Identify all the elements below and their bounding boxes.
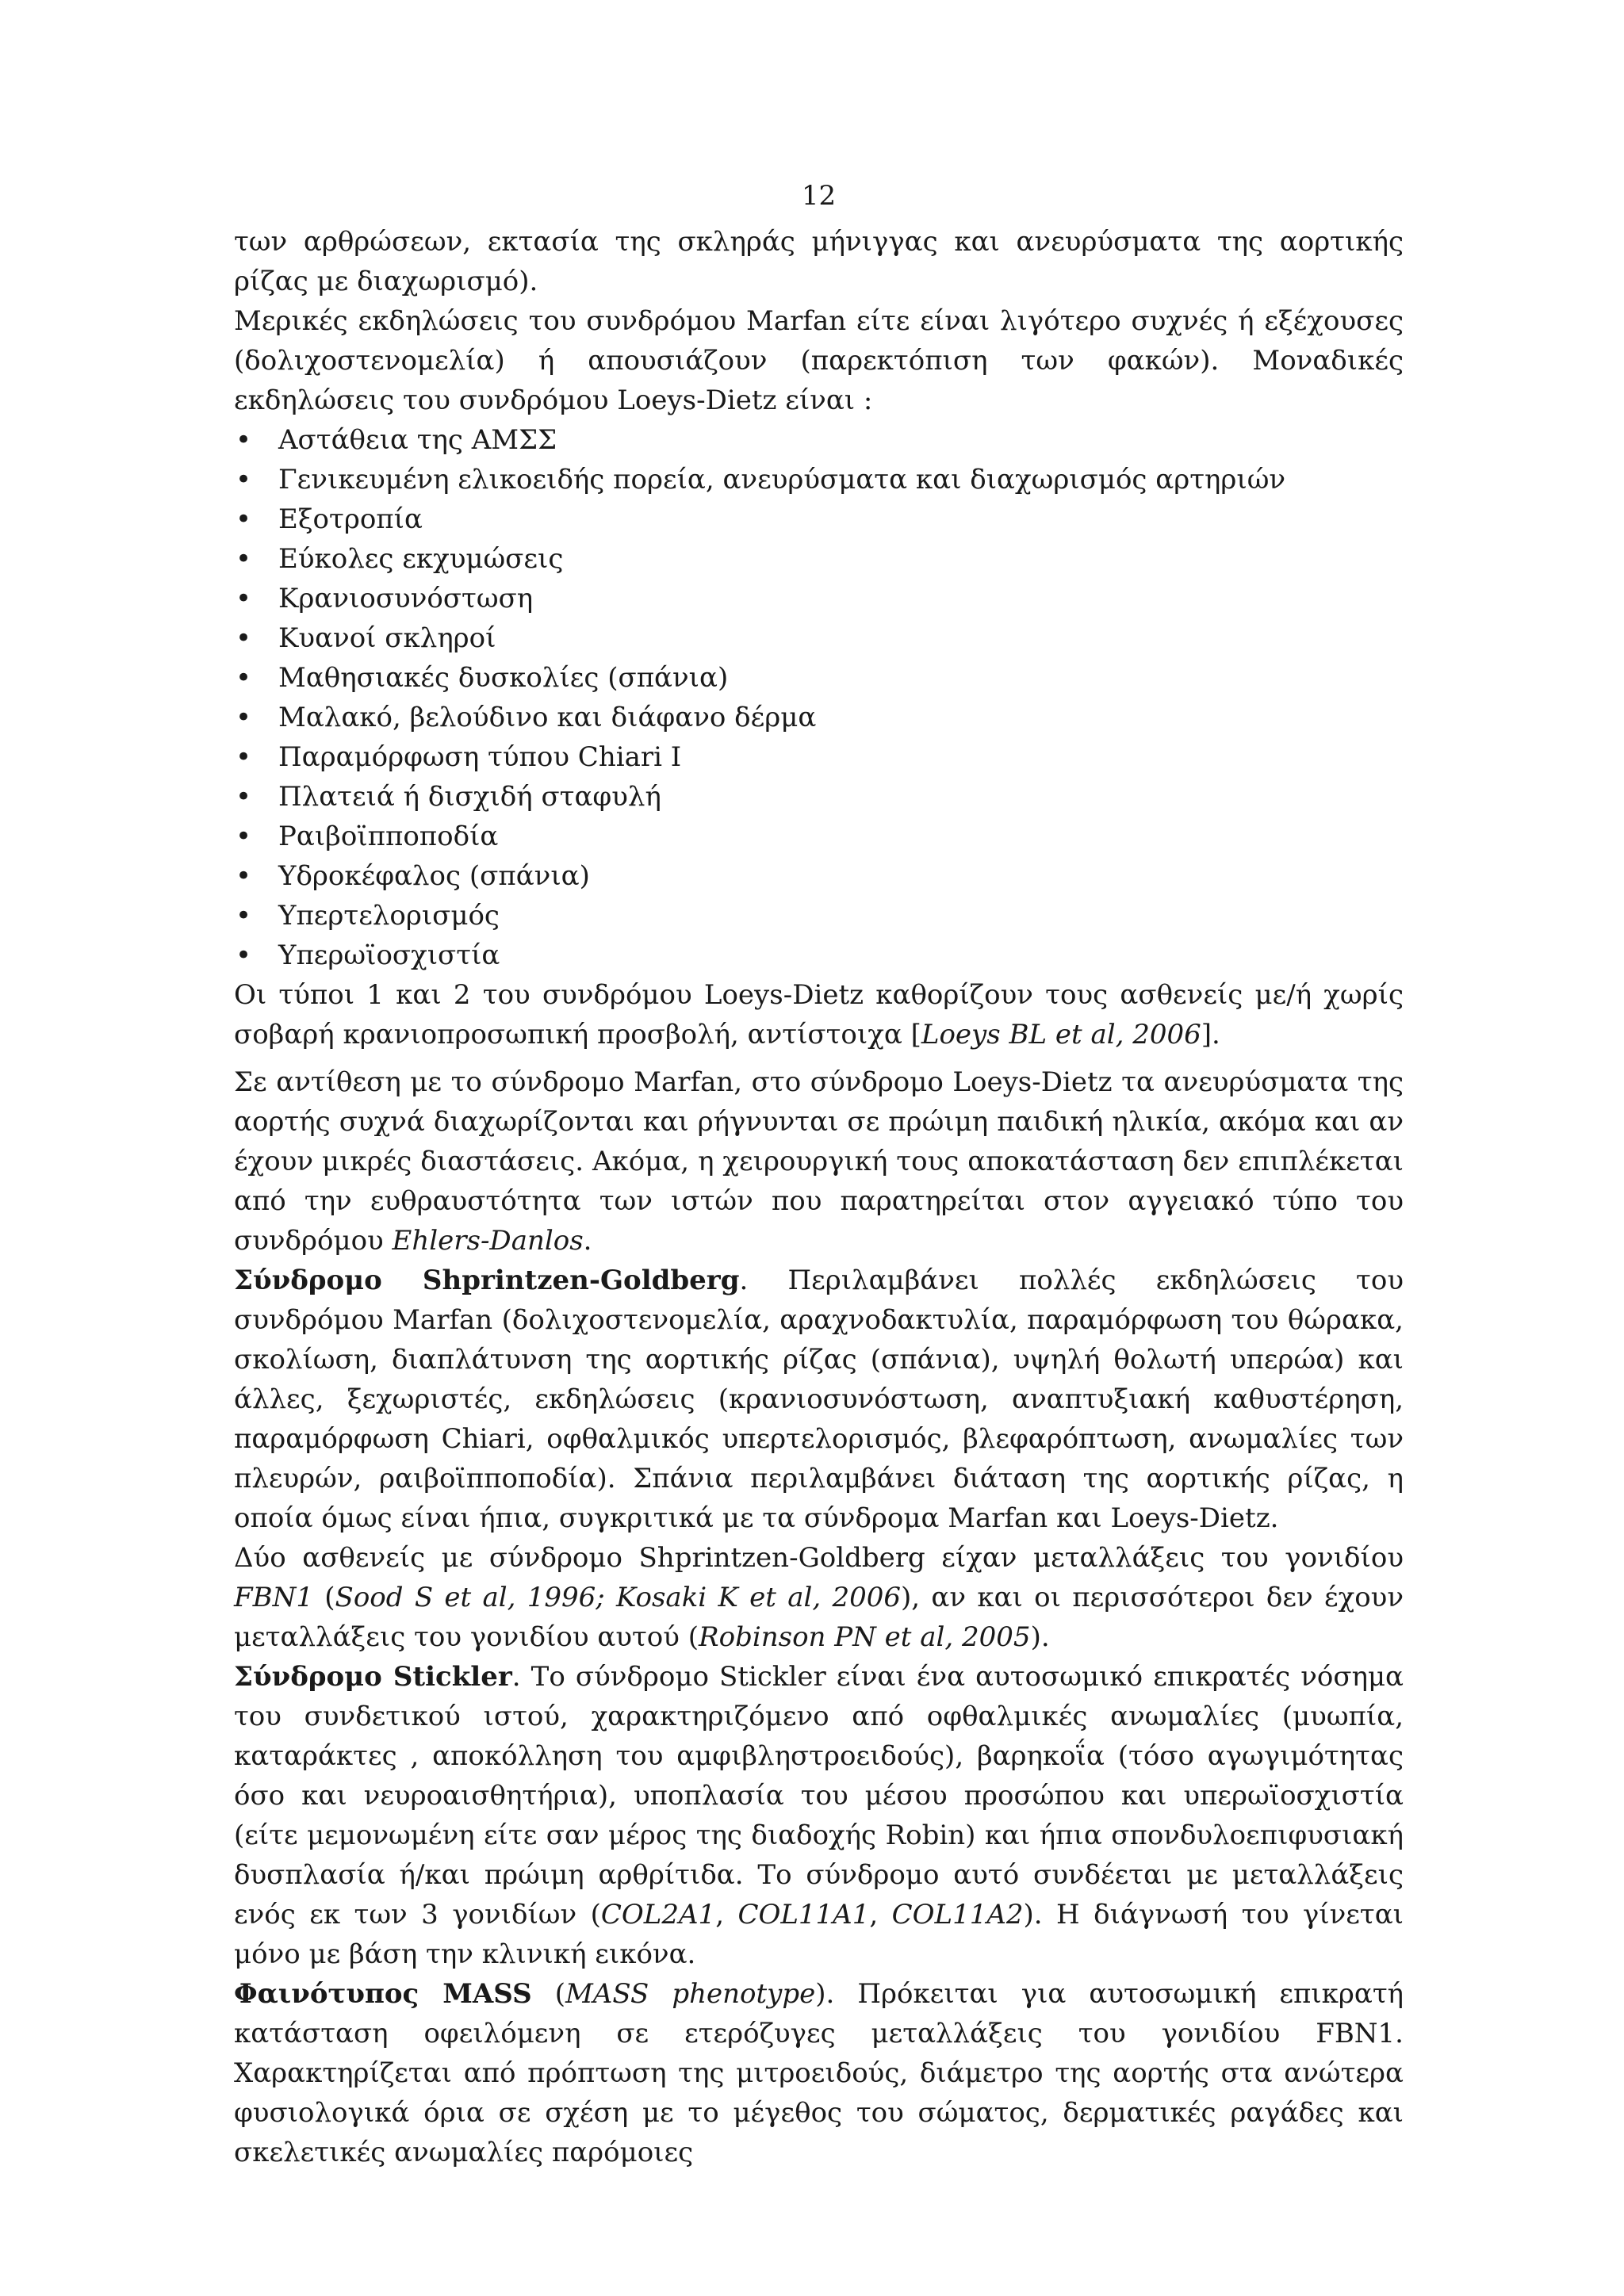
- list-item: • Εύκολες εκχυμώσεις: [234, 539, 1404, 579]
- separator: ,: [869, 1899, 892, 1931]
- stickler-end: ). Η διάγνωσή του γίνεται μόνο με βάση την κλινική εικόνα.: [234, 1899, 1404, 1970]
- types-end: ].: [1201, 1019, 1220, 1050]
- citation: Robinson PN et al, 2005: [699, 1621, 1031, 1653]
- intro-continuation: των αρθρώσεων, εκτασία της σκληράς μήνιγγας και ανευρύσματα της αορτικής ρίζας με διαχωρισμό).: [234, 226, 1404, 297]
- list-item: • Μαλακό, βελούδινο και διάφανο δέρμα: [234, 698, 1404, 737]
- page-number: 12: [801, 180, 837, 212]
- gene-name: COL11A1: [737, 1899, 870, 1931]
- marfan-comparison-paragraph: Μερικές εκδηλώσεις του συνδρόμου Marfan είτε είναι λιγότερο συχνές ή εξέχουσες (δολιχοστενομελία) ή απουσιάζουν (παρεκτόπιση των φακών). Μοναδικές εκδηλώσεις του συνδρόμου Loeys-Dietz είναι :: [234, 305, 1404, 416]
- mass-paragraph: [234, 1974, 1404, 2172]
- body-text: [234, 222, 1404, 2172]
- citation: Sood S et al, 1996; Kosaki K et al, 2006: [335, 1582, 902, 1613]
- list-item: • Υπερωϊοσχιστία: [234, 936, 1404, 975]
- section-heading: Σύνδρομο Shprintzen-Goldberg: [234, 1265, 740, 1296]
- gene-name: FBN1: [234, 1582, 313, 1613]
- list-item: • Αστάθεια της ΑΜΣΣ: [234, 420, 1404, 460]
- shprintzen-paragraph: [234, 1261, 1404, 1538]
- document-page: [234, 176, 1404, 2172]
- types-text: Οι τύποι 1 και 2 του συνδρόμου Loeys-Dietz καθορίζουν τους ασθενείς με/ή χωρίς σοβαρή κρανιοπροσωπική προσβολή, αντίστοιχα [: [234, 979, 1404, 1050]
- stickler-text: . Το σύνδρομο Stickler είναι ένα αυτοσωμικό επικρατές νόσημα του συνδετικού ιστού, χαρακτηριζόμενο από οφθαλμικές ανωμαλίες (μυωπία, καταράκτες , αποκόλληση του αμφιβληστροειδούς), βαρηκοΐα (τόσο αγωγιμότητας όσο και νευροαισθητήρια), υποπλασία του μέσου προσώπου και υπερωϊοσχιστία (είτε μεμονωμένη είτε σαν μέρος της διαδοχής Robin) και ήπια σπονδυλοεπιφυσιακή δυσπλασία ή/και πρώιμη αρθρίτιδα. Το σύνδρομο αυτό συνδέεται με μεταλλάξεις ενός εκ των 3 γονιδίων (: [234, 1661, 1404, 1931]
- section-heading: Φαινότυπος MASS: [234, 1978, 532, 2010]
- syndrome-name: Ehlers-Danlos: [392, 1225, 584, 1257]
- list-item: • Γενικευμένη ελικοειδής πορεία, ανευρύσματα και διαχωρισμός αρτηριών: [234, 460, 1404, 499]
- list-item: • Παραμόρφωση τύπου Chiari I: [234, 737, 1404, 777]
- gene-name: COL2A1: [600, 1899, 716, 1931]
- list-item: • Κρανιοσυνόστωση: [234, 579, 1404, 618]
- section-heading: Σύνδρομο Stickler: [234, 1661, 512, 1693]
- list-item: • Υδροκέφαλος (σπάνια): [234, 856, 1404, 896]
- separator: ,: [715, 1899, 738, 1931]
- list-item: • Υπερτελορισμός: [234, 896, 1404, 936]
- fbn1-text: ).: [1030, 1621, 1050, 1653]
- mass-text: ). Πρόκειται για αυτοσωμική επικρατή κατάσταση οφειλόμενη σε ετερόζυγες μεταλλάξεις του γονιδίου FBN1. Χαρακτηρίζεται από πρόπτωση της μιτροειδούς, διάμετρο της αορτής στα ανώτερα φυσιολογικά όρια σε σχέση με το μέγεθος του σώματος, δερματικές ραγάδες και σκελετικές ανωμαλίες παρόμοιες: [234, 1978, 1404, 2168]
- citation: Loeys BL et al, 2006: [921, 1019, 1201, 1050]
- list-item: • Μαθησιακές δυσκολίες (σπάνια): [234, 658, 1404, 698]
- fbn1-text: (: [312, 1582, 335, 1613]
- fbn1-text: ), αν και οι περισσότεροι δεν έχουν μεταλλάξεις του γονιδίου αυτού (: [234, 1582, 1404, 1653]
- fbn1-paragraph: [234, 1538, 1404, 1657]
- contrast-text: Σε αντίθεση με το σύνδρομο Marfan, στο σύνδρομο Loeys-Dietz τα ανευρύσματα της αορτής συχνά διαχωρίζονται και ρήγνυνται σε πρώιμη παιδική ηλικία, ακόμα και αν έχουν μικρές διαστάσεις. Ακόμα, η χειρουργική τους αποκατάσταση δεν επιπλέκεται από την ευθραυστότητα των ιστών που παρατηρείται στον αγγειακό τύπο του συνδρόμου: [234, 1066, 1404, 1257]
- list-item: • Εξοτροπία: [234, 499, 1404, 539]
- contrast-paragraph: [234, 1062, 1404, 1261]
- gene-name: COL11A2: [891, 1899, 1024, 1931]
- fbn1-text: Δύο ασθενείς με σύνδρομο Shprintzen-Goldberg είχαν μεταλλάξεις του γονιδίου: [234, 1542, 1404, 1574]
- list-item: • Κυανοί σκληροί: [234, 618, 1404, 658]
- list-item: • Ραιβοϊπποποδία: [234, 817, 1404, 856]
- contrast-end: .: [583, 1225, 592, 1257]
- phenotype-name: MASS phenotype: [565, 1978, 816, 2010]
- mass-open: (: [531, 1978, 565, 2010]
- loeys-dietz-features-list: [234, 420, 1404, 975]
- types-paragraph: [234, 975, 1404, 1054]
- shprintzen-text: . Περιλαμβάνει πολλές εκδηλώσεις του συνδρόμου Marfan (δολιχοστενομελία, αραχνοδακτυλία, παραμόρφωση του θώρακα, σκολίωση, διαπλάτυνση της αορτικής ρίζας (σπάνια), υψηλή θολωτή υπερώα) και άλλες, ξεχωριστές, εκδηλώσεις (κρανιοσυνόστωση, αναπτυξιακή καθυστέρηση, παραμόρφωση Chiari, οφθαλμικός υπερτελορισμός, βλεφαρόπτωση, ανωμαλίες των πλευρών, ραιβοϊπποποδία). Σπάνια περιλαμβάνει διάταση της αορτικής ρίζας, η οποία όμως είναι ήπια, συγκριτικά με τα σύνδρομα Marfan και Loeys-Dietz.: [234, 1265, 1404, 1534]
- stickler-paragraph: [234, 1657, 1404, 1974]
- list-item: • Πλατειά ή δισχιδή σταφυλή: [234, 777, 1404, 817]
